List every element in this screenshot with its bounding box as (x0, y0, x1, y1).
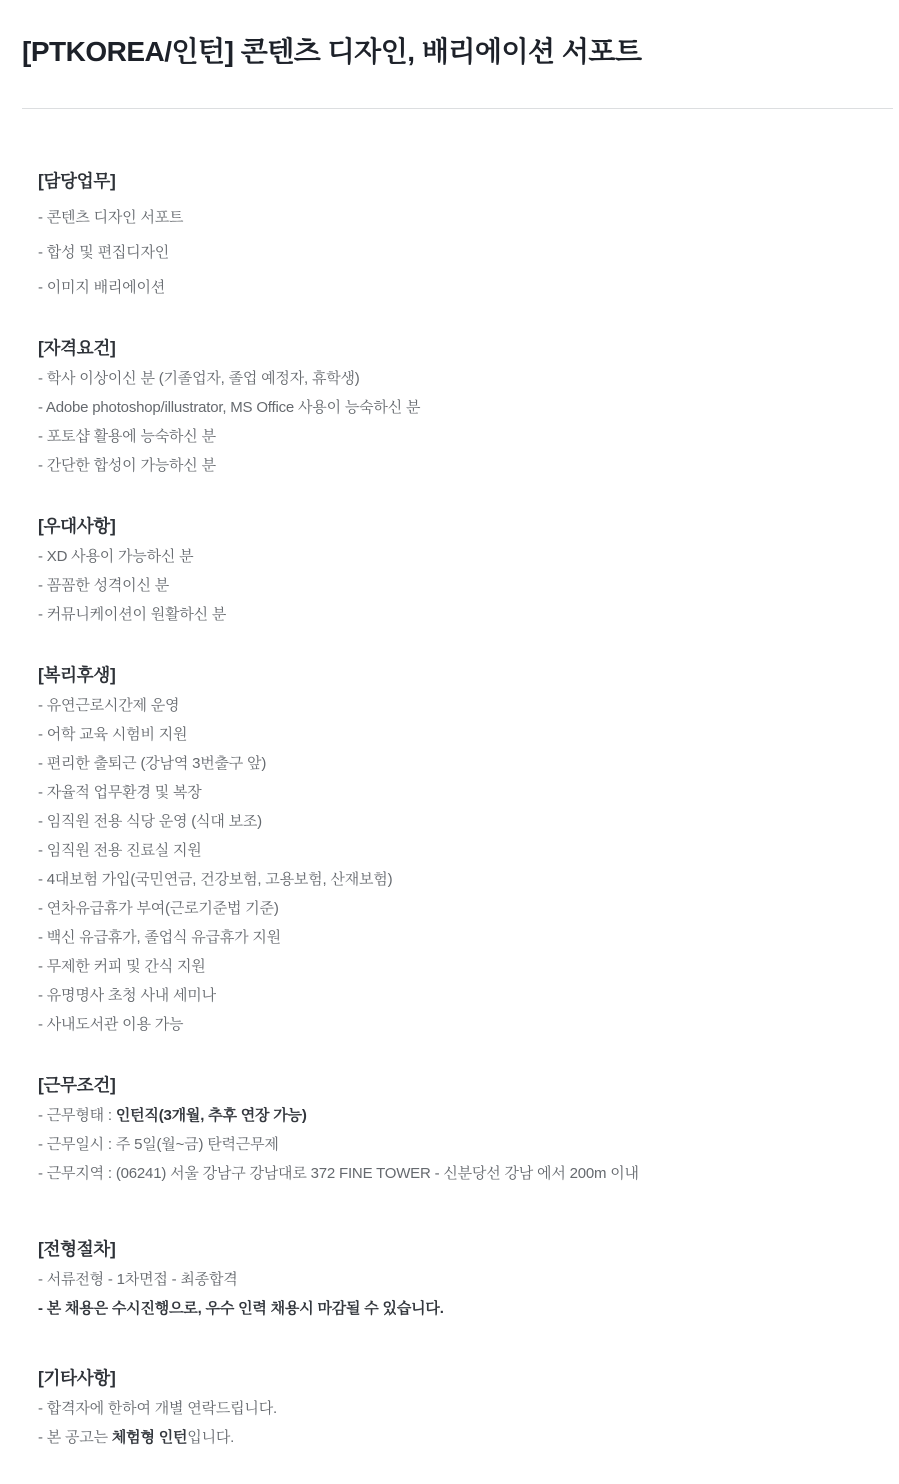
item-text: - 콘텐츠 디자인 서포트 (38, 209, 184, 226)
job-section (38, 336, 893, 476)
list-item (38, 1269, 893, 1290)
list-item (38, 985, 893, 1006)
list-item (38, 1163, 893, 1184)
list-item (38, 1298, 893, 1319)
section-heading: [자격요건] (38, 338, 116, 358)
section-items (38, 368, 893, 476)
job-section (38, 514, 893, 625)
item-text: - 간단한 합성이 가능하신 분 (38, 457, 216, 474)
item-text: - 임직원 전용 식당 운영 (식대 보조) (38, 813, 262, 830)
list-item (38, 368, 893, 389)
section-items (38, 695, 893, 1035)
item-text: - 임직원 전용 진료실 지원 (38, 842, 202, 859)
item-text: - 사내도서관 이용 가능 (38, 1016, 184, 1033)
item-text: - 근무지역 : (06241) 서울 강남구 강남대로 372 FINE TOWER - 신분당선 강남 에서 200m 이내 (38, 1165, 639, 1182)
item-text: - 합격자에 한하여 개별 연락드립니다. (38, 1400, 277, 1417)
list-item (38, 1427, 893, 1448)
item-text: - 백신 유급휴가, 졸업식 유급휴가 지원 (38, 929, 281, 946)
job-section (38, 1237, 893, 1319)
list-item (38, 753, 893, 774)
list-item (38, 604, 893, 625)
item-text: - 본 공고는 (38, 1429, 112, 1446)
emphasized-text: 인턴직(3개월, 추후 연장 가능) (115, 1107, 307, 1124)
list-item (38, 1134, 893, 1155)
list-item (38, 724, 893, 745)
item-text: - 꼼꼼한 성격이신 분 (38, 577, 170, 594)
item-text: - 근무형태 : (38, 1107, 116, 1124)
section-items (38, 1105, 893, 1184)
section-items (38, 1269, 893, 1319)
item-text: - 서류전형 - 1차면접 - 최종합격 (38, 1271, 238, 1288)
list-item (38, 242, 893, 263)
item-text: - 4대보험 가입(국민연금, 건강보험, 고용보험, 산재보험) (38, 871, 393, 888)
list-item (38, 811, 893, 832)
section-heading: [기타사항] (38, 1368, 116, 1388)
item-text: - 포토샵 활용에 능숙하신 분 (38, 428, 216, 445)
list-item (38, 695, 893, 716)
item-text: - 커뮤니케이션이 원활하신 분 (38, 606, 227, 623)
list-item (38, 546, 893, 567)
section-heading: [근무조건] (38, 1075, 116, 1095)
list-item (38, 1398, 893, 1419)
section-heading: [담당업무] (38, 171, 116, 191)
item-text: - 이미지 배리에이션 (38, 279, 166, 296)
item-text: 입니다. (187, 1429, 235, 1446)
list-item (38, 956, 893, 977)
job-section (38, 169, 893, 298)
item-text: - 연차유급휴가 부여(근로기준법 기준) (38, 900, 279, 917)
job-section (38, 663, 893, 1035)
section-heading: [복리후생] (38, 665, 116, 685)
list-item (38, 426, 893, 447)
list-item (38, 277, 893, 298)
section-heading: [전형절차] (38, 1239, 116, 1259)
list-item (38, 1105, 893, 1126)
item-text: - 합성 및 편집디자인 (38, 244, 170, 261)
emphasized-text: - 본 채용은 수시진행으로, 우수 인력 채용시 마감될 수 있습니다. (38, 1300, 444, 1317)
list-item (38, 782, 893, 803)
job-section (38, 1366, 893, 1448)
list-item (38, 869, 893, 890)
section-heading: [우대사항] (38, 516, 116, 536)
list-item (38, 1014, 893, 1035)
list-item (38, 840, 893, 861)
job-section (38, 1073, 893, 1184)
list-item (38, 207, 893, 228)
item-text: - XD 사용이 가능하신 분 (38, 548, 194, 565)
item-text: - 편리한 출퇴근 (강남역 3번출구 앞) (38, 755, 267, 772)
list-item (38, 898, 893, 919)
page-title: [PTKOREA/인턴] 콘텐츠 디자인, 배리에이션 서포트 (22, 36, 642, 67)
item-text: - 무제한 커피 및 간식 지원 (38, 958, 206, 975)
list-item (38, 455, 893, 476)
job-description-content (22, 169, 893, 1448)
item-text: - 근무일시 : 주 5일(월~금) 탄력근무제 (38, 1136, 279, 1153)
item-text: - 어학 교육 시험비 지원 (38, 726, 188, 743)
list-item (38, 575, 893, 596)
section-items (38, 546, 893, 625)
emphasized-text: 체험형 인턴 (111, 1429, 188, 1446)
item-text: - Adobe photoshop/illustrator, MS Office 사용이 능숙하신 분 (38, 399, 421, 416)
list-item (38, 397, 893, 418)
section-items (38, 207, 893, 298)
section-items (38, 1398, 893, 1448)
list-item (38, 927, 893, 948)
item-text: - 학사 이상이신 분 (기졸업자, 졸업 예정자, 휴학생) (38, 370, 360, 387)
title-divider (22, 108, 893, 109)
item-text: - 유연근로시간제 운영 (38, 697, 180, 714)
item-text: - 유명명사 초청 사내 세미나 (38, 987, 216, 1004)
item-text: - 자율적 업무환경 및 복장 (38, 784, 202, 801)
